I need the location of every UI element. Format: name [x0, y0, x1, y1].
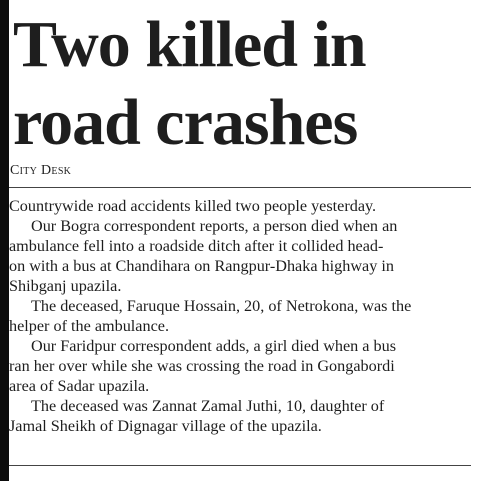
article-byline: City Desk — [10, 163, 72, 178]
body-line: Jamal Sheikh of Dignagar village of the upazila. — [9, 417, 322, 435]
article-headline — [13, 6, 471, 162]
body-line: The deceased was Zannat Zamal Juthi, 10, daughter of — [31, 397, 385, 415]
body-line: on with a bus at Chandihara on Rangpur-Dhaka highway in — [9, 257, 394, 275]
news-article — [9, 0, 471, 481]
body-line: Countrywide road accidents killed two people yesterday. — [9, 197, 377, 215]
body-line: ambulance fell into a roadside ditch after it collided head- — [9, 237, 384, 255]
body-line: The deceased, Faruque Hossain, 20, of Netrokona, was the — [31, 297, 412, 315]
body-line: helper of the ambulance. — [9, 317, 170, 335]
body-line: ran her over while she was crossing the road in Gongabordi — [9, 357, 395, 375]
article-body — [9, 196, 471, 436]
body-line: Our Faridpur correspondent adds, a girl died when a bus — [31, 337, 397, 355]
body-line: Our Bogra correspondent reports, a person died when an — [31, 217, 398, 235]
body-line: area of Sadar upazila. — [9, 377, 150, 395]
byline-divider — [9, 187, 471, 188]
body-line: Shibganj upazila. — [9, 277, 122, 295]
headline-line-2: road crashes — [13, 86, 358, 159]
left-margin-bar — [0, 0, 9, 481]
article-end-divider — [9, 465, 471, 466]
headline-line-1: Two killed in — [13, 8, 366, 81]
